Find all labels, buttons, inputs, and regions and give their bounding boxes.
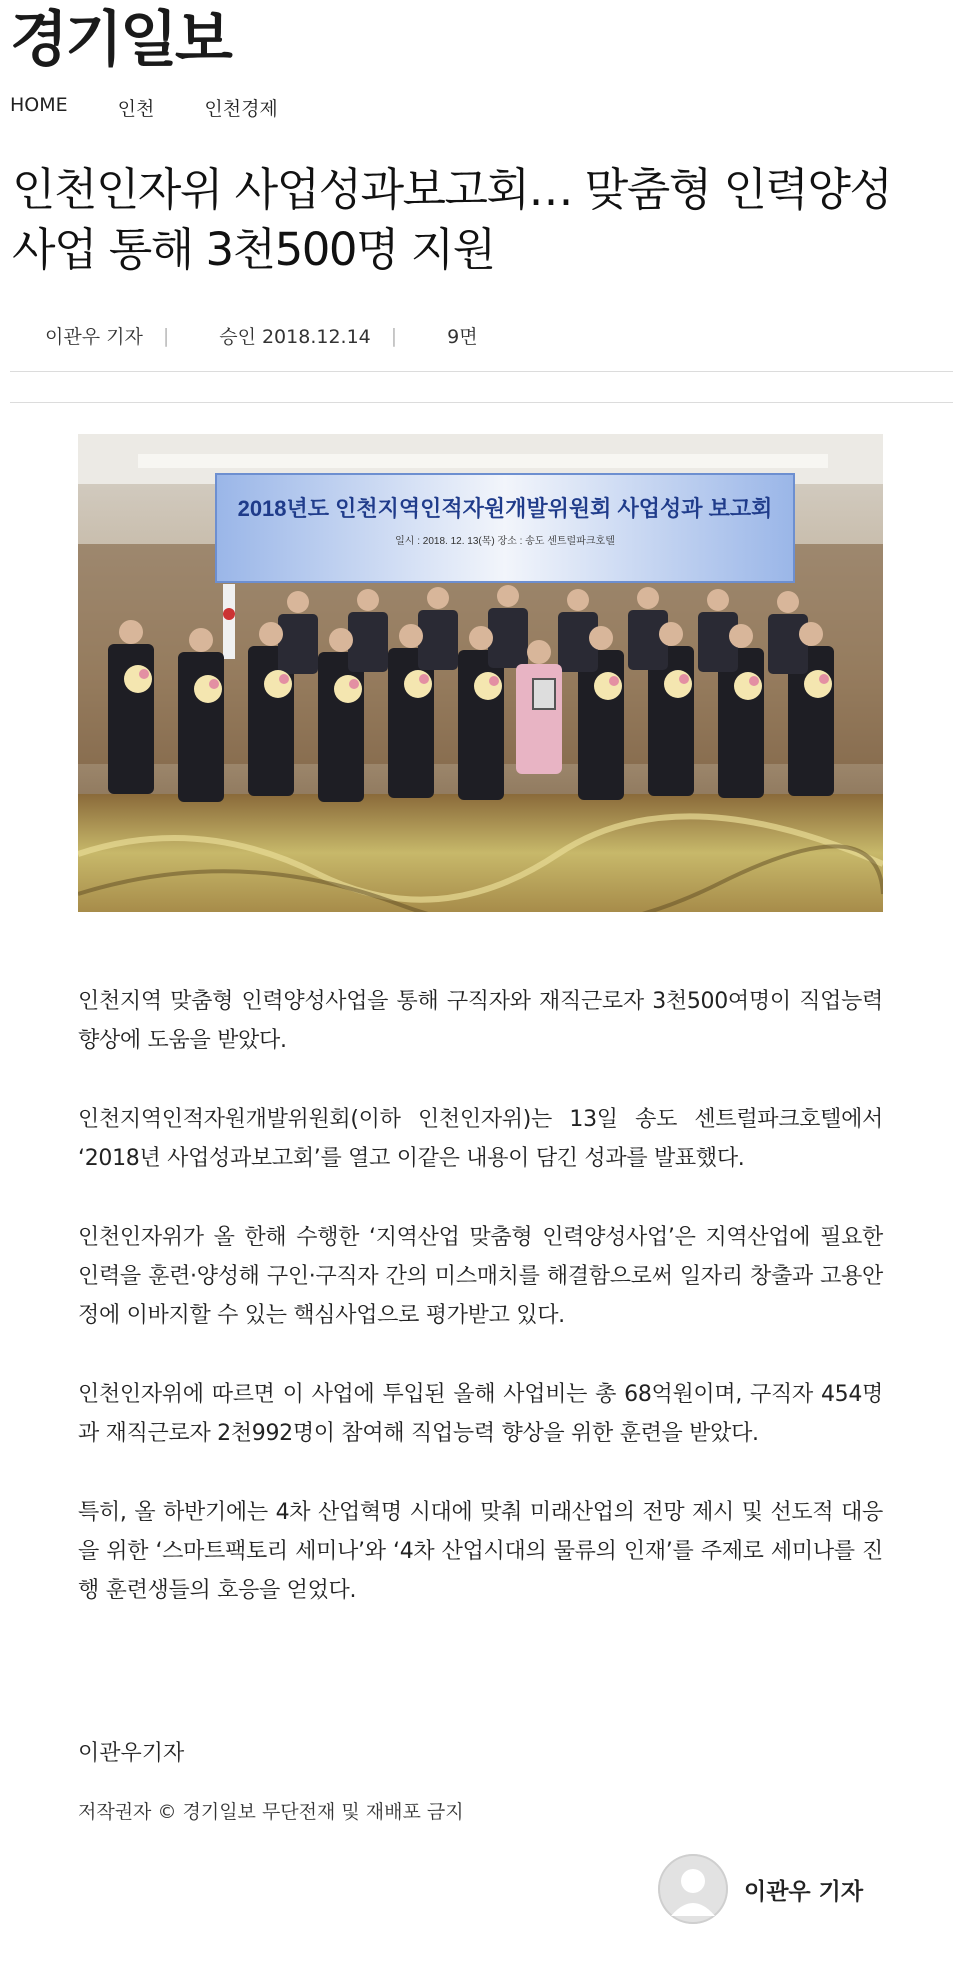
article-paragraph: 인천인자위에 따르면 이 사업에 투입된 올해 사업비는 총 68억원이며, 구직자 454명과 재직근로자 2천992명이 참여해 직업능력 향상을 위한 훈련을 받았다. [78,1382,883,1446]
author-box[interactable] [658,1854,863,1924]
article-paragraph: 인천지역 맞춤형 인력양성사업을 통해 구직자와 재직근로자 3천500여명이 직업능력 향상에 도움을 받았다. [78,989,883,1053]
nav-incheon[interactable]: 인천 [117,98,155,120]
headline-line-1: 인천인자위 사업성과보고회… 맞춤형 인력양성 [12,163,892,216]
user-icon [658,1854,728,1924]
avatar[interactable] [658,1854,728,1924]
article-photo [78,434,883,912]
article-paragraph: 인천인자위가 올 한해 수행한 ‘지역산업 맞춤형 인력양성사업’은 지역산업에 필요한 인력을 훈련·양성해 구인·구직자 간의 미스매치를 해결함으로써 일자리 창출과 고용안정에 이바지할 수 있는 핵심사업으로 평가받고 있다. [78,1225,883,1328]
approval-date: 승인 2018.12.14 [219,326,371,348]
article-paragraph: 인천지역인적자원개발위원회(이하 인천인자위)는 13일 송도 센트럴파크호텔에서 ‘2018년 사업성과보고회’를 열고 이같은 내용이 담긴 성과를 발표했다. [78,1107,883,1171]
copyright-notice: 저작권자 © 경기일보 무단전재 및 재배포 금지 [78,1801,464,1823]
divider [10,371,953,372]
article-paragraph: 특히, 올 하반기에는 4차 산업혁명 시대에 맞춰 미래산업의 전망 제시 및 선도적 대응을 위한 ‘스마트팩토리 세미나’와 ‘4차 산업시대의 물류의 인재’를 주제로 세미나를 진행 훈련생들의 호응을 얻었다. [78,1500,883,1603]
divider [10,402,953,403]
nav-incheon-economy[interactable]: 인천경제 [204,98,278,120]
meta-separator: | [390,324,398,347]
author-name[interactable]: 이관우 기자 [744,1878,864,1905]
article-headline [12,160,952,280]
article-body [78,982,883,1650]
reporter-name: 이관우 기자 [45,326,143,348]
breadcrumb-nav [10,94,328,121]
page-number: 9면 [447,326,478,348]
headline-line-2: 사업 통해 3천500명 지원 [12,223,495,276]
article-meta [45,322,478,349]
nav-home[interactable]: HOME [10,94,68,116]
banner-subtitle: 일시 : 2018. 12. 13(목) 장소 : 송도 센트럴파크호텔 [395,536,615,547]
meta-separator: | [162,324,170,347]
banner-title: 2018년도 인천지역인적자원개발위원회 사업성과 보고회 [237,496,773,521]
site-logo[interactable]: 경기일보 [10,5,230,75]
byline: 이관우기자 [78,1741,185,1766]
